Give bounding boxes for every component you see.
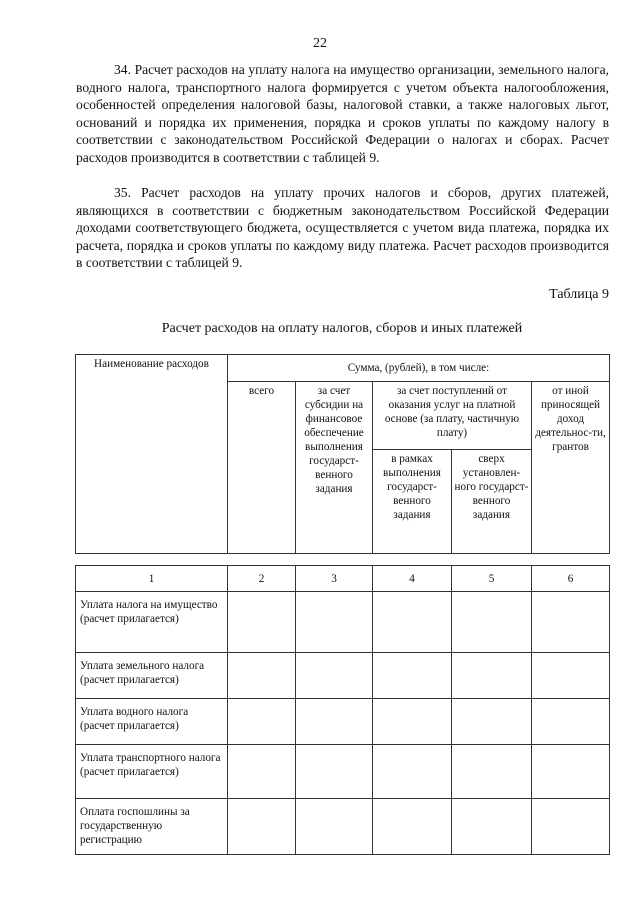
row-label: Оплата госпошлины за государственную регистрацию	[76, 799, 228, 855]
table-cell	[296, 799, 373, 855]
header-sum-group: Сумма, (рублей), в том числе:	[228, 355, 610, 382]
header-within-task: в рамках выполнения государст-венного задания	[373, 450, 452, 554]
table-cell	[452, 745, 532, 799]
paragraph-35: 35. Расчет расходов на уплату прочих налогов и сборов, других платежей, являющихся в соответствии с бюджетным законодательством Российской Федерации доходами соответствующего бюджета, осуществляется с учетом вида платежа, порядка их расчета, порядка и сроков уплаты по каждому виду платежа. Расчет расходов производится в соответствии с таблицей 9.	[76, 185, 609, 271]
row-label: Уплата земельного налога (расчет прилагается)	[76, 653, 228, 699]
table-cell	[373, 653, 452, 699]
table-cell	[296, 653, 373, 699]
header-total: всего	[228, 382, 296, 554]
header-beyond-task: сверх установлен-ного государст-венного задания	[452, 450, 532, 554]
table-label: Таблица 9	[549, 287, 609, 302]
table-cell	[452, 653, 532, 699]
table-body	[75, 565, 610, 855]
table-cell	[228, 699, 296, 745]
table-cell	[532, 592, 610, 653]
table-cell	[296, 592, 373, 653]
table-cell	[373, 592, 452, 653]
table-cell	[452, 799, 532, 855]
table-title: Расчет расходов на оплату налогов, сборов и иных платежей	[161, 321, 523, 336]
table-row	[76, 799, 610, 855]
table-row	[76, 653, 610, 699]
table-cell	[452, 699, 532, 745]
header-other-income: от иной приносящей доход деятельнос-ти, грантов	[532, 382, 610, 554]
table-cell	[373, 799, 452, 855]
table-cell	[228, 799, 296, 855]
row-label: Уплата водного налога (расчет прилагается)	[76, 699, 228, 745]
column-number: 4	[373, 566, 452, 592]
table-cell	[373, 745, 452, 799]
header-subsidy: за счет субсидии на финансовое обеспечение выполнения государст-венного задания	[296, 382, 373, 554]
column-number: 6	[532, 566, 610, 592]
table-row	[76, 745, 610, 799]
table-cell	[228, 745, 296, 799]
table-cell	[532, 799, 610, 855]
table-cell	[296, 699, 373, 745]
column-number: 2	[228, 566, 296, 592]
table-cell	[228, 653, 296, 699]
row-label: Уплата налога на имущество (расчет прилагается)	[76, 592, 228, 653]
column-number: 5	[452, 566, 532, 592]
table-row	[76, 699, 610, 745]
table-header	[75, 354, 610, 554]
page-number: 22	[313, 36, 327, 51]
header-paid-group: за счет поступлений от оказания услуг на платной основе (за плату, частичную плату)	[373, 382, 532, 450]
column-numbers-row	[76, 566, 610, 592]
table-row	[76, 592, 610, 653]
table-cell	[452, 592, 532, 653]
row-label: Уплата транспортного налога (расчет прилагается)	[76, 745, 228, 799]
table-cell	[532, 745, 610, 799]
paragraph-34: 34. Расчет расходов на уплату налога на имущество организации, земельного налога, водного налога, транспортного налога формируется с учетом объекта налогообложения, особенностей определения налоговой базы, налоговой ставки, а также налоговых льгот, оснований и порядка их применения, порядка и сроков уплаты по каждому налогу в соответствии с законодательством Российской Федерации о налогах и сборах. Расчет расходов производится в соответствии с таблицей 9.	[76, 62, 609, 165]
column-number: 3	[296, 566, 373, 592]
table-cell	[296, 745, 373, 799]
table-cell	[228, 592, 296, 653]
column-number: 1	[76, 566, 228, 592]
table-cell	[532, 653, 610, 699]
table-cell	[532, 699, 610, 745]
table-cell	[373, 699, 452, 745]
header-name-col: Наименование расходов	[76, 355, 228, 554]
